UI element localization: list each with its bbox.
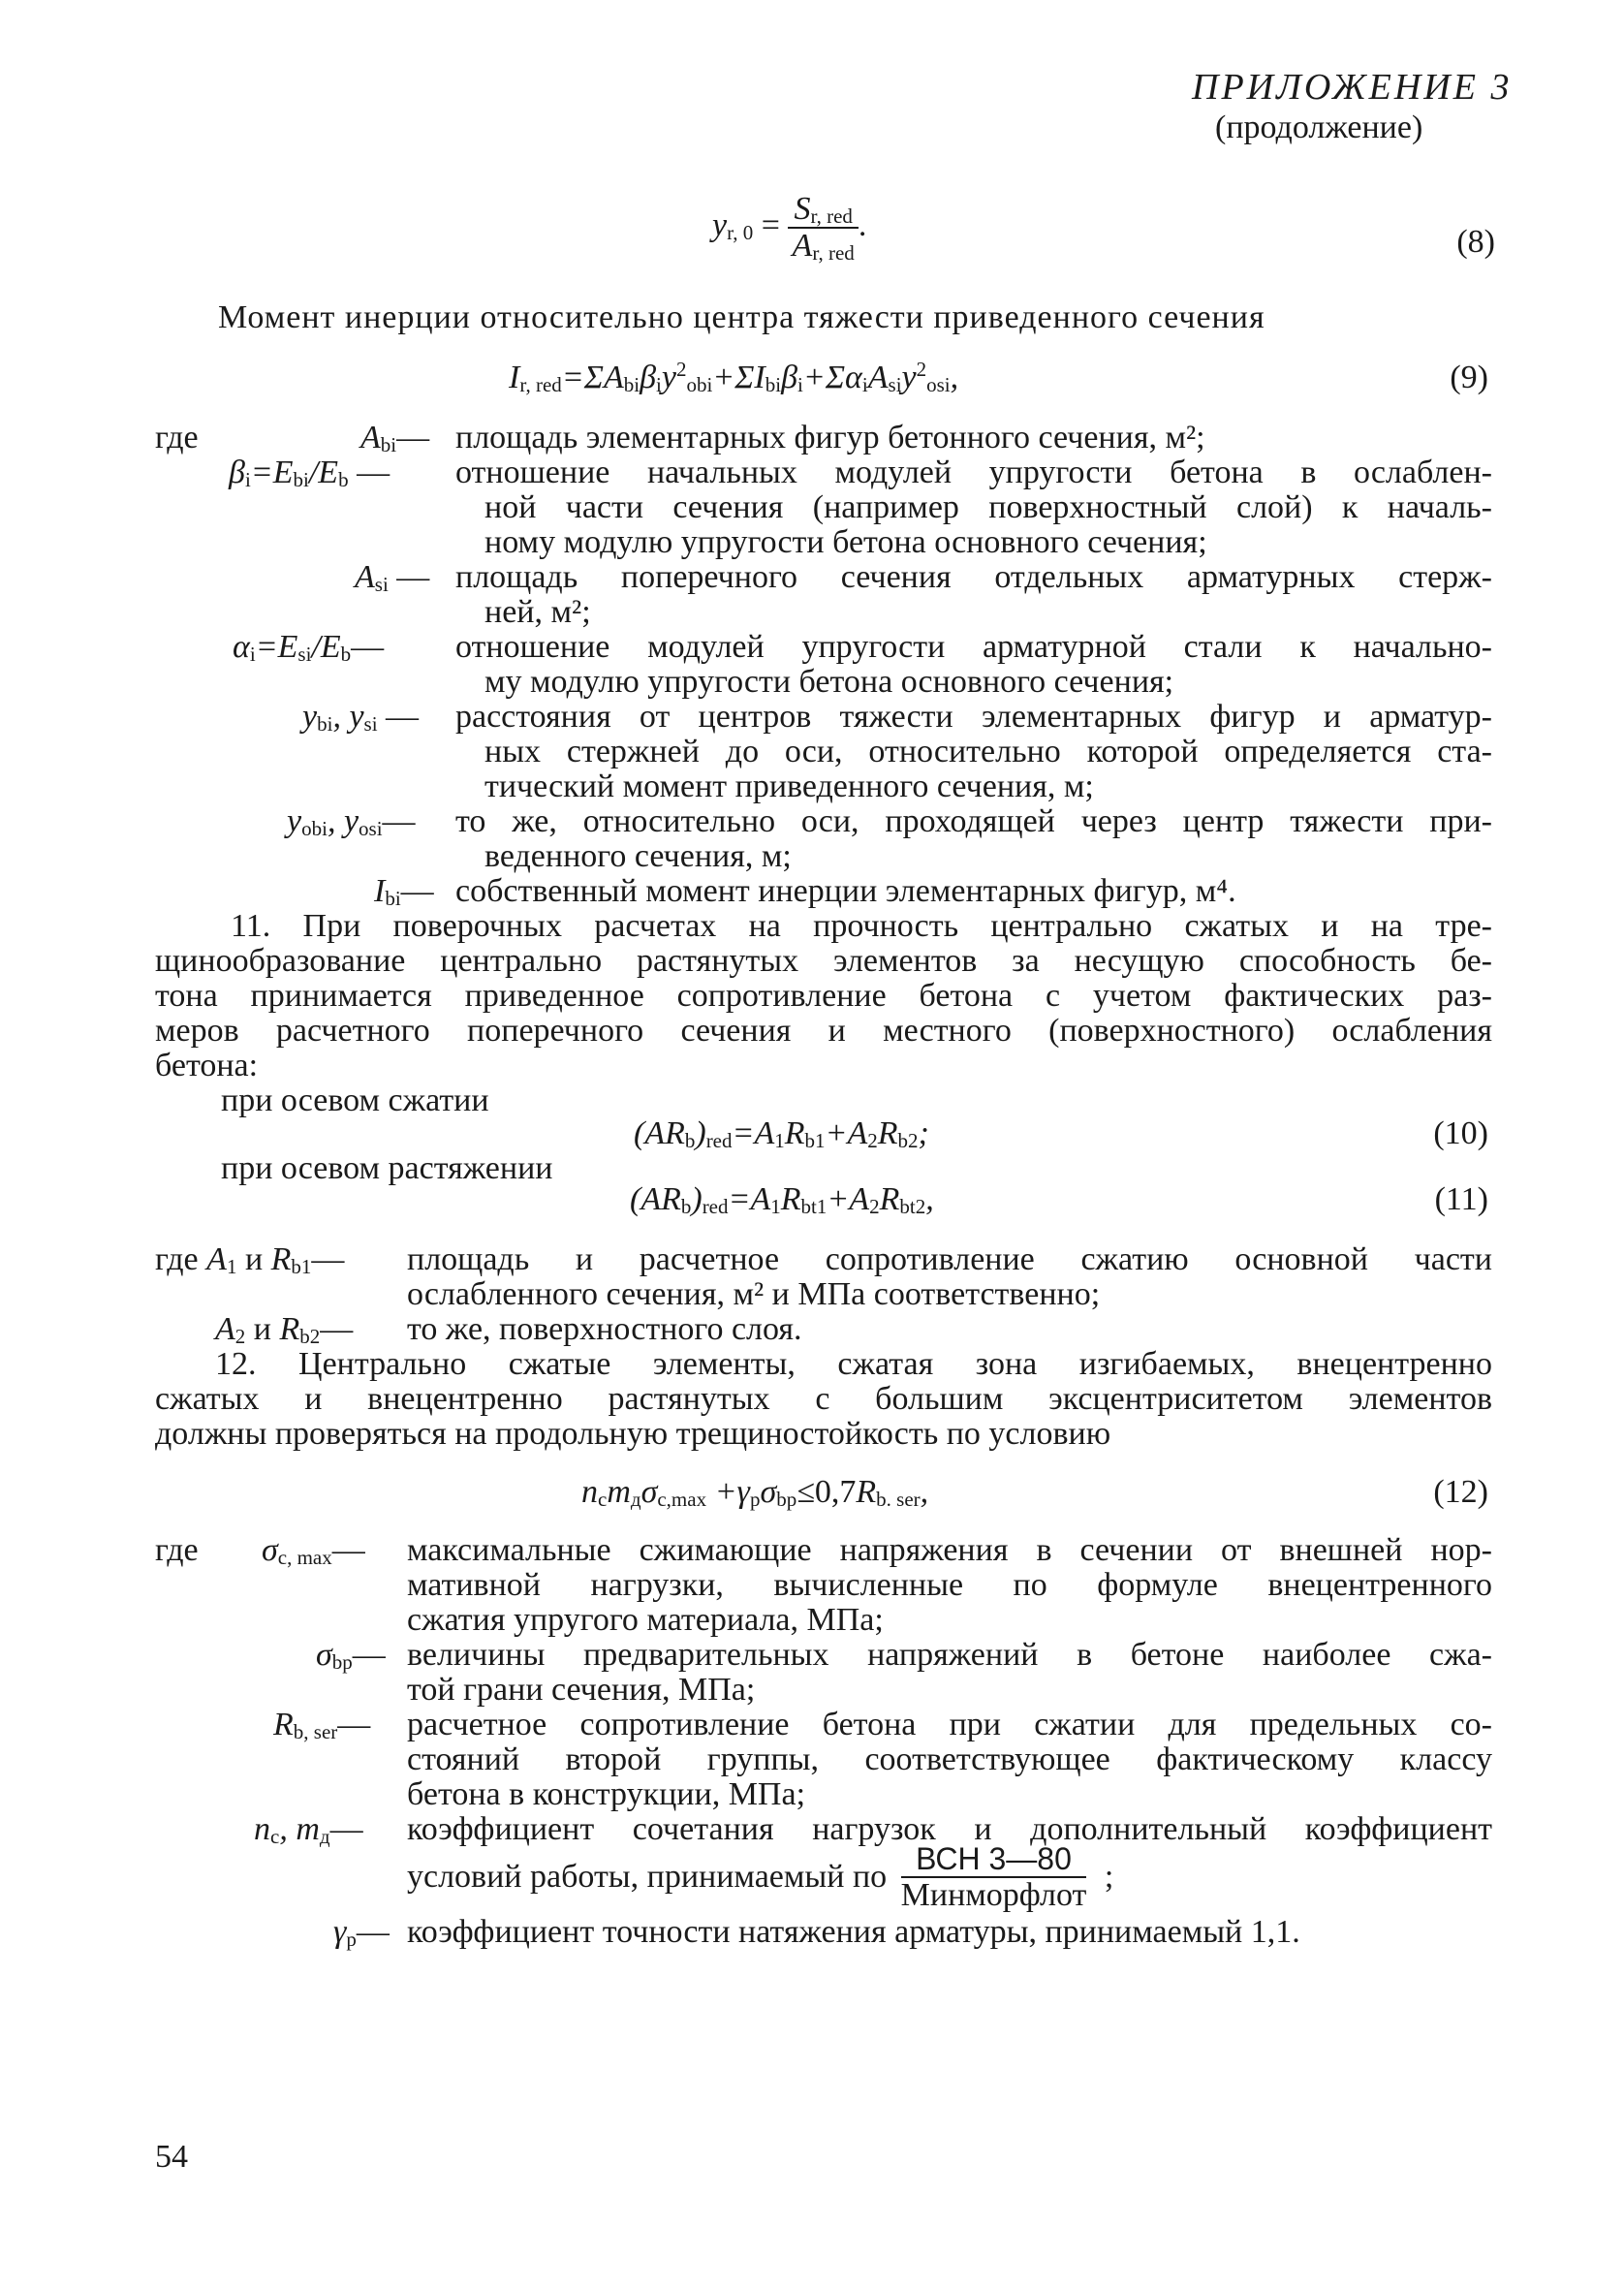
equation-11: $(AR_b)_{red}=A_1R_{bt1}+A_2R_{bt2}$, [630, 1181, 934, 1218]
eq8-den: A [792, 228, 813, 264]
regulation-code: ВСН 3—80 [901, 1841, 1087, 1878]
def-line: мативной нагрузки, вычисленные по формуле внецентренного [407, 1567, 1492, 1603]
equation-8 [712, 192, 866, 264]
def-line: коэффициент сочетания нагрузок и дополнительный коэффициент [407, 1811, 1492, 1847]
equation-number-8: (8) [1456, 224, 1495, 260]
def-text-gamma: коэффициент точности натяжения арматуры, принимаемый 1,1. [407, 1914, 1300, 1950]
equation-9: $I_{r, red}=\Sigma A_{bi}\beta_iy^2_{obi}+\Sigma I_{bi}\beta_i+\Sigma\alpha_iA_{si}y^2_{osi}$, [509, 358, 959, 396]
def-line: ослабленного сечения, м² и МПа соответственно; [407, 1276, 1101, 1312]
def-line: той грани сечения, МПа; [407, 1672, 756, 1708]
def-text-a2: то же, поверхностного слоя. [407, 1311, 802, 1347]
def-term-sigma-c: $\sigma_{c, max}—$ [262, 1532, 365, 1569]
def-term-ibi: $I_{bi}—$ [374, 873, 434, 910]
equation-number-12: (12) [1433, 1474, 1488, 1510]
equation-10: $(AR_b)_{red}=A_1R_{b1}+A_2R_{b2}$; [634, 1115, 929, 1152]
paragraph-line: тона принимается приведенное сопротивление бетона с учетом фактических раз- [155, 978, 1492, 1014]
paragraph-line: 11. При поверочных расчетах на прочность центрально сжатых и на тре- [231, 908, 1492, 944]
def-line: максимальные сжимающие напряжения в сечении от внешней нор- [407, 1532, 1492, 1568]
conditions-prefix: условий работы, принимаемый по [407, 1859, 888, 1895]
def-text-yobi [455, 804, 1492, 874]
def-text-ibi [455, 874, 1492, 909]
def-term-ybi: $y_{bi}$, $y_{si}$ — [302, 699, 420, 736]
def-line: стояний второй группы, соответствующее фактическому классу [407, 1741, 1492, 1777]
def-line: му модулю упругости бетона основного сечения; [484, 664, 1174, 700]
regulation-fraction [901, 1841, 1087, 1913]
def-line: ному модулю упругости бетона основного сечения; [484, 524, 1207, 560]
tension-label: при осевом растяжении [221, 1150, 553, 1186]
def-term-a1: где $A_1$ и $R_{b1}—$ [155, 1241, 345, 1278]
def-line: веденного сечения, м; [484, 838, 792, 874]
def-term-a2: $A_2$ и $R_{b2}—$ [215, 1311, 354, 1348]
eq8-end: . [858, 206, 867, 243]
def-term-abi: $A_{bi}—$ [360, 420, 430, 456]
paragraph-line: меров расчетного поперечного сечения и местного (поверхностного) ослабления [155, 1013, 1492, 1049]
where-label-3: где [155, 1532, 199, 1568]
def-term-gamma: $\gamma_p—$ [333, 1914, 390, 1951]
def-line: то же, относительно оси, проходящей через центр тяжести при- [455, 803, 1492, 839]
def-term-rbser: $R_{b, ser}—$ [273, 1707, 371, 1743]
def-line: площадь и расчетное сопротивление сжатию основной части [407, 1241, 1492, 1277]
def-text-sigma-c [407, 1533, 1492, 1638]
def-line: величины предварительных напряжений в бетоне наиболее сжа- [407, 1637, 1492, 1673]
def-text-abi [455, 421, 1492, 455]
appendix-continued: (продолжение) [1215, 110, 1423, 145]
def-text-ybi [455, 700, 1492, 804]
def-text-rbser [407, 1708, 1492, 1812]
conditions-line [407, 1841, 1113, 1913]
def-term-yobi: $y_{obi}$, $y_{osi}—$ [287, 803, 416, 840]
appendix-title: ПРИЛОЖЕНИЕ 3 [1192, 67, 1513, 108]
paragraph-line: должны проверяться на продольную трещиностойкость по условию [155, 1416, 1111, 1452]
paragraph-12 [155, 1347, 1492, 1452]
moment-sentence: Момент инерции относительно центра тяжести приведенного сечения [218, 299, 1265, 335]
eq8-lhs: y [712, 206, 728, 243]
def-line: площадь поперечного сечения отдельных арматурных стерж- [455, 559, 1492, 595]
def-line: ней, м²; [484, 594, 591, 630]
equation-number-10: (10) [1433, 1115, 1488, 1151]
def-text-alpha [455, 630, 1492, 700]
def-line: ных стержней до оси, относительно которой определяется ста- [484, 734, 1492, 769]
def-line: расстояния от центров тяжести элементарных фигур и арматур- [455, 699, 1492, 735]
where-label-1: где [155, 420, 199, 455]
def-line: отношение начальных модулей упругости бетона в ослаблен- [455, 455, 1492, 490]
equation-number-11: (11) [1434, 1181, 1488, 1217]
def-line: отношение модулей упругости арматурной стали к начально- [455, 629, 1492, 665]
def-line: сжатия упругого материала, МПа; [407, 1602, 884, 1638]
compression-label: при осевом сжатии [221, 1082, 489, 1118]
eq8-equals: = [761, 206, 780, 243]
paragraph-line: сжатых и внецентренно растянутых с большим эксцентриситетом элементов [155, 1381, 1492, 1417]
def-line: собственный момент инерции элементарных фигур, м⁴. [455, 873, 1236, 909]
def-term-sigma-bp: $\sigma_{bp}—$ [316, 1637, 386, 1674]
def-term-asi: $A_{si}$ — [355, 559, 430, 596]
def-line: ной части сечения (например поверхностный слой) к началь- [484, 489, 1492, 525]
eq8-fraction [788, 192, 858, 264]
conditions-suffix: ; [1104, 1859, 1114, 1895]
def-text-sigma-bp [407, 1638, 1492, 1708]
def-line: тический момент приведенного сечения, м; [484, 769, 1094, 804]
page-number: 54 [155, 2139, 188, 2175]
paragraph-line: 12. Центрально сжатые элементы, сжатая зона изгибаемых, внецентренно [215, 1346, 1492, 1382]
equation-12: $n_cm_д\sigma_{c,max} +\gamma_p\sigma_{bp}\le 0,7R_{b. ser}$, [581, 1474, 929, 1511]
eq8-den-sub: r, red [812, 241, 855, 265]
eq8-num-sub: r, red [810, 204, 853, 228]
def-line: бетона в конструкции, МПа; [407, 1776, 806, 1812]
paragraph-line: щинообразование центрально растянутых элементов за несущую способность бе- [155, 943, 1492, 979]
regulation-authority: Минморфлот [900, 1877, 1087, 1913]
paragraph-11 [155, 909, 1492, 1083]
def-line: площадь элементарных фигур бетонного сечения, м²; [455, 420, 1205, 455]
eq8-lhs-sub: r, 0 [727, 220, 754, 244]
def-term-alpha: $\alpha_i=E_{si}/E_b—$ [233, 629, 385, 666]
eq8-num: S [794, 191, 811, 227]
def-term-beta: $\beta_i=E_{bi}/E_b$ — [229, 455, 390, 491]
paragraph-line: бетона: [155, 1048, 259, 1083]
def-line: расчетное сопротивление бетона при сжатии для предельных со- [407, 1707, 1492, 1742]
equation-number-9: (9) [1450, 360, 1488, 395]
def-term-nc: $n_c$, $m_д—$ [254, 1811, 363, 1848]
def-text-asi [455, 560, 1492, 630]
def-text-beta [455, 455, 1492, 560]
def-text-a1 [407, 1242, 1492, 1312]
